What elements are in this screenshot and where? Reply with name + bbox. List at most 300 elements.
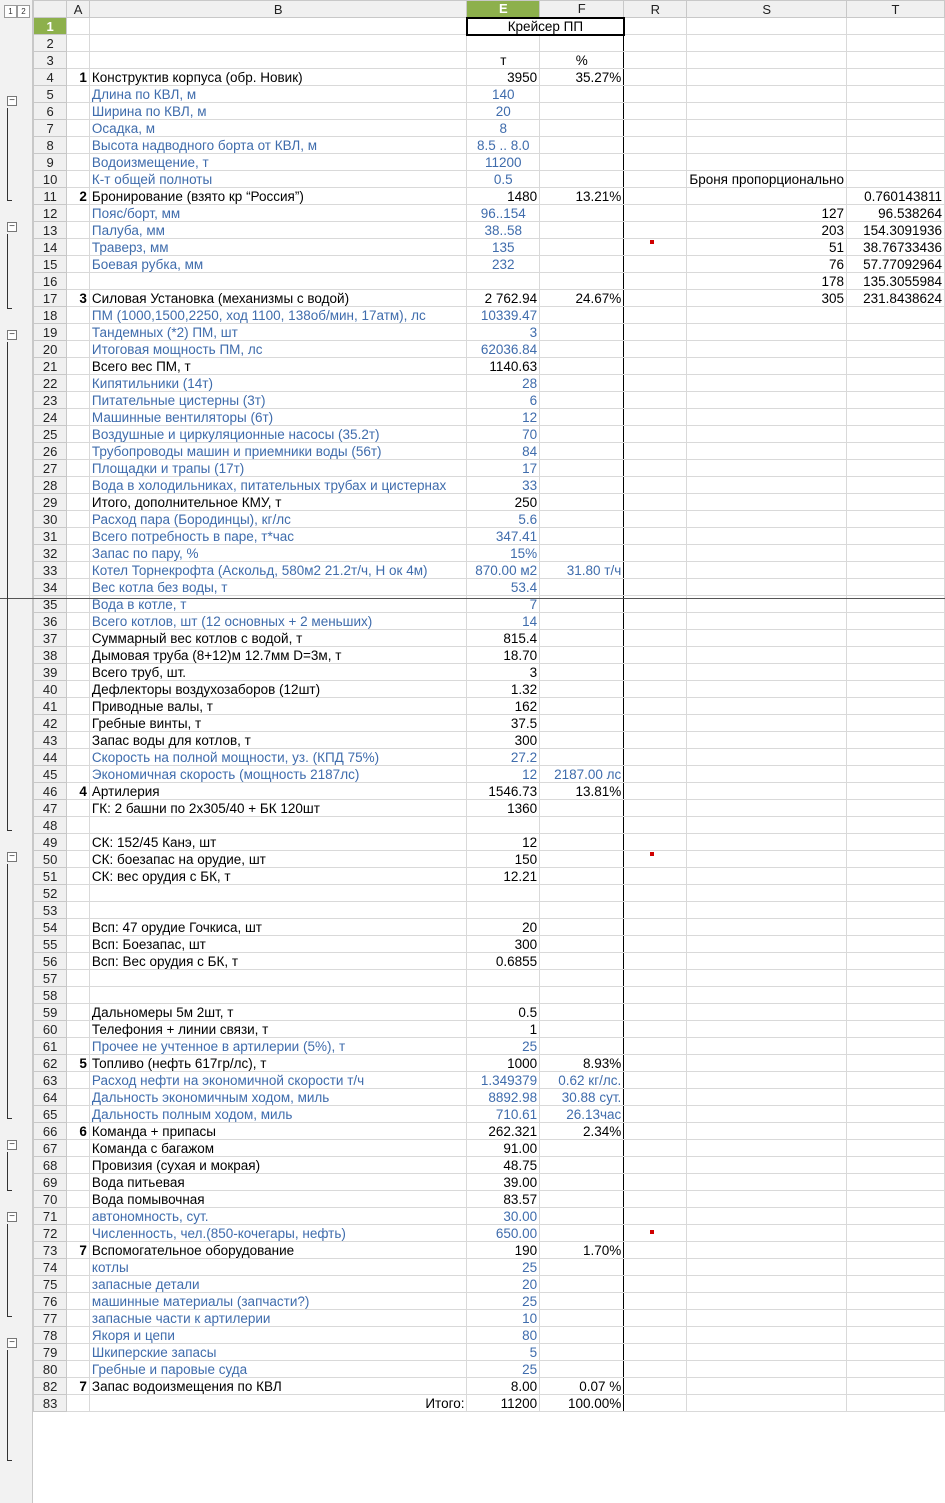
cell-t[interactable]	[847, 52, 945, 69]
cell-f[interactable]	[540, 579, 624, 596]
cell-b[interactable]: Итоговая мощность ПМ, лс	[89, 341, 467, 358]
row-header[interactable]: 76	[34, 1293, 67, 1310]
cell-r[interactable]	[624, 902, 687, 919]
cell-a[interactable]	[67, 1157, 90, 1174]
cell-b[interactable]: Траверз, мм	[89, 239, 467, 256]
cell-e[interactable]: 1480	[467, 188, 540, 205]
cell-r[interactable]	[624, 18, 687, 35]
cell-a[interactable]	[67, 613, 90, 630]
cell-s[interactable]	[687, 766, 847, 783]
cell-f[interactable]	[540, 1140, 624, 1157]
row-header[interactable]: 37	[34, 630, 67, 647]
cell-r[interactable]	[624, 188, 687, 205]
cell-b[interactable]: Дальномеры 5м 2шт, т	[89, 1004, 467, 1021]
cell-t[interactable]	[847, 664, 945, 681]
cell-e[interactable]: 27.2	[467, 749, 540, 766]
cell-e[interactable]: 650.00	[467, 1225, 540, 1242]
cell-s[interactable]	[687, 120, 847, 137]
cell-e[interactable]: 1	[467, 1021, 540, 1038]
cell-a[interactable]	[67, 562, 90, 579]
cell-s[interactable]: 203	[687, 222, 847, 239]
cell-e[interactable]: 38..58	[467, 222, 540, 239]
cell-f[interactable]: 13.81%	[540, 783, 624, 800]
cell-s[interactable]	[687, 1123, 847, 1140]
collapse-group-button[interactable]: −	[7, 96, 17, 106]
cell-e[interactable]: 710.61	[467, 1106, 540, 1123]
cell-r[interactable]	[624, 749, 687, 766]
cell-e[interactable]: 25	[467, 1293, 540, 1310]
cell-s[interactable]	[687, 1089, 847, 1106]
cell-b[interactable]: Вода помывочная	[89, 1191, 467, 1208]
cell-b[interactable]: Всп: Боезапас, шт	[89, 936, 467, 953]
cell-s[interactable]	[687, 562, 847, 579]
cell-s[interactable]	[687, 460, 847, 477]
cell-e[interactable]: 20	[467, 103, 540, 120]
cell-e[interactable]: 14	[467, 613, 540, 630]
cell-f[interactable]	[540, 35, 624, 52]
cell-f[interactable]	[540, 987, 624, 1004]
cell-r[interactable]	[624, 1072, 687, 1089]
cell-a[interactable]	[67, 987, 90, 1004]
cell-a[interactable]	[67, 1089, 90, 1106]
cell-r[interactable]	[624, 392, 687, 409]
cell-r[interactable]	[624, 256, 687, 273]
cell-t[interactable]	[847, 511, 945, 528]
cell-r[interactable]	[624, 1225, 687, 1242]
cell-t[interactable]	[847, 375, 945, 392]
row-header[interactable]: 30	[34, 511, 67, 528]
cell-a[interactable]	[67, 426, 90, 443]
cell-t[interactable]	[847, 1106, 945, 1123]
cell-t[interactable]	[847, 1395, 945, 1412]
cell-b[interactable]: Численность, чел.(850-кочегары, нефть)	[89, 1225, 467, 1242]
row-header[interactable]: 6	[34, 103, 67, 120]
cell-b[interactable]: Команда + припасы	[89, 1123, 467, 1140]
cell-t[interactable]	[847, 1310, 945, 1327]
cell-s[interactable]	[687, 1242, 847, 1259]
cell-s[interactable]	[687, 1174, 847, 1191]
cell-a[interactable]	[67, 1361, 90, 1378]
cell-a[interactable]	[67, 35, 90, 52]
cell-b[interactable]: Гребные винты, т	[89, 715, 467, 732]
cell-f[interactable]	[540, 205, 624, 222]
cell-a[interactable]	[67, 868, 90, 885]
cell-f[interactable]: 0.62 кг/лс.	[540, 1072, 624, 1089]
collapse-group-button[interactable]: −	[7, 1140, 17, 1150]
cell-s[interactable]	[687, 1259, 847, 1276]
cell-e[interactable]	[467, 970, 540, 987]
cell-t[interactable]	[847, 1004, 945, 1021]
cell-b[interactable]	[89, 987, 467, 1004]
row-header[interactable]: 79	[34, 1344, 67, 1361]
cell-e[interactable]: 39.00	[467, 1174, 540, 1191]
cell-b[interactable]	[89, 970, 467, 987]
cell-s[interactable]	[687, 613, 847, 630]
cell-f[interactable]	[540, 613, 624, 630]
cell-f[interactable]	[540, 477, 624, 494]
cell-e[interactable]: 53.4	[467, 579, 540, 596]
cell-t[interactable]	[847, 630, 945, 647]
cell-r[interactable]	[624, 664, 687, 681]
cell-r[interactable]	[624, 1191, 687, 1208]
cell-r[interactable]	[624, 732, 687, 749]
cell-r[interactable]	[624, 375, 687, 392]
row-header[interactable]: 66	[34, 1123, 67, 1140]
cell-a[interactable]	[67, 953, 90, 970]
cell-b[interactable]: Котел Торнекрофта (Аскольд, 580м2 21.2т/ч, Н ок 4м)	[89, 562, 467, 579]
cell-r[interactable]	[624, 137, 687, 154]
cell-s[interactable]	[687, 1310, 847, 1327]
cell-t[interactable]	[847, 1123, 945, 1140]
cell-e[interactable]: 80	[467, 1327, 540, 1344]
row-header[interactable]: 17	[34, 290, 67, 307]
cell-f[interactable]	[540, 137, 624, 154]
cell-s[interactable]	[687, 103, 847, 120]
cell-s[interactable]: 127	[687, 205, 847, 222]
cell-f[interactable]	[540, 103, 624, 120]
row-header[interactable]: 18	[34, 307, 67, 324]
cell-s[interactable]	[687, 35, 847, 52]
cell-f[interactable]	[540, 1225, 624, 1242]
cell-r[interactable]	[624, 222, 687, 239]
cell-f[interactable]: 13.21%	[540, 188, 624, 205]
cell-b[interactable]: Экономичная скорость (мощность 2187лс)	[89, 766, 467, 783]
comment-indicator[interactable]	[650, 240, 654, 244]
cell-s[interactable]	[687, 630, 847, 647]
cell-f[interactable]	[540, 698, 624, 715]
cell-s[interactable]	[687, 494, 847, 511]
cell-e[interactable]: 62036.84	[467, 341, 540, 358]
cell-f[interactable]	[540, 1157, 624, 1174]
cell-b[interactable]: Бронирование (взято кр “Россия”)	[89, 188, 467, 205]
cell-f[interactable]	[540, 426, 624, 443]
cell-t[interactable]	[847, 1174, 945, 1191]
row-header[interactable]: 60	[34, 1021, 67, 1038]
cell-r[interactable]	[624, 409, 687, 426]
cell-a[interactable]	[67, 630, 90, 647]
cell-a[interactable]	[67, 1191, 90, 1208]
cell-t[interactable]	[847, 443, 945, 460]
cell-r[interactable]	[624, 698, 687, 715]
cell-b[interactable]: Гребные и паровые суда	[89, 1361, 467, 1378]
cell-f[interactable]: 2.34%	[540, 1123, 624, 1140]
cell-r[interactable]	[624, 630, 687, 647]
cell-t[interactable]	[847, 358, 945, 375]
cell-s[interactable]	[687, 511, 847, 528]
cell-b[interactable]: Дымовая труба (8+12)м 12.7мм D=3м, т	[89, 647, 467, 664]
cell-a[interactable]	[67, 766, 90, 783]
cell-b[interactable]: Запас по пару, %	[89, 545, 467, 562]
column-header-r[interactable]: R	[624, 1, 687, 18]
collapse-group-button[interactable]: −	[7, 852, 17, 862]
row-header[interactable]: 33	[34, 562, 67, 579]
cell-s[interactable]	[687, 579, 847, 596]
cell-f[interactable]	[540, 1276, 624, 1293]
cell-s[interactable]	[687, 834, 847, 851]
row-header[interactable]: 15	[34, 256, 67, 273]
cell-b[interactable]: Тандемных (*2) ПМ, шт	[89, 324, 467, 341]
row-header[interactable]: 58	[34, 987, 67, 1004]
cell-a[interactable]	[67, 1344, 90, 1361]
cell-f[interactable]	[540, 120, 624, 137]
cell-e[interactable]: 8	[467, 120, 540, 137]
cell-s[interactable]	[687, 1378, 847, 1395]
cell-r[interactable]	[624, 358, 687, 375]
cell-s[interactable]	[687, 817, 847, 834]
cell-a[interactable]	[67, 698, 90, 715]
cell-a[interactable]	[67, 1021, 90, 1038]
cell-t[interactable]: 0.760143811	[847, 188, 945, 205]
cell-r[interactable]	[624, 120, 687, 137]
row-header[interactable]: 55	[34, 936, 67, 953]
row-header[interactable]: 63	[34, 1072, 67, 1089]
cell-r[interactable]	[624, 154, 687, 171]
cell-b[interactable]: Конструктив корпуса (обр. Новик)	[89, 69, 467, 86]
cell-t[interactable]	[847, 35, 945, 52]
cell-f[interactable]	[540, 154, 624, 171]
cell-r[interactable]	[624, 562, 687, 579]
cell-a[interactable]	[67, 409, 90, 426]
row-header[interactable]: 72	[34, 1225, 67, 1242]
cell-b[interactable]: Кипятильники (14т)	[89, 375, 467, 392]
cell-b[interactable]	[89, 273, 467, 290]
cell-b[interactable]: запасные части к артилерии	[89, 1310, 467, 1327]
cell-e[interactable]: 135	[467, 239, 540, 256]
row-header[interactable]: 13	[34, 222, 67, 239]
row-header[interactable]: 3	[34, 52, 67, 69]
cell-a[interactable]	[67, 443, 90, 460]
cell-e[interactable]: 37.5	[467, 715, 540, 732]
cell-b[interactable]: Палуба, мм	[89, 222, 467, 239]
cell-e[interactable]: 20	[467, 1276, 540, 1293]
cell-b[interactable]: Площадки и трапы (17т)	[89, 460, 467, 477]
cell-s[interactable]	[687, 800, 847, 817]
cell-t[interactable]	[847, 392, 945, 409]
cell-b[interactable]: К-т общей полноты	[89, 171, 467, 188]
row-header[interactable]: 24	[34, 409, 67, 426]
cell-r[interactable]	[624, 1361, 687, 1378]
cell-s[interactable]	[687, 1361, 847, 1378]
cell-t[interactable]	[847, 137, 945, 154]
cell-t[interactable]	[847, 1038, 945, 1055]
cell-a[interactable]	[67, 1327, 90, 1344]
cell-t[interactable]	[847, 1327, 945, 1344]
cell-t[interactable]: 231.8438624	[847, 290, 945, 307]
cell-r[interactable]	[624, 324, 687, 341]
cell-e[interactable]: 30.00	[467, 1208, 540, 1225]
cell-a[interactable]: 1	[67, 69, 90, 86]
row-header[interactable]: 40	[34, 681, 67, 698]
cell-t[interactable]	[847, 426, 945, 443]
cell-b[interactable]: Запас водоизмещения по КВЛ	[89, 1378, 467, 1395]
cell-f[interactable]	[540, 256, 624, 273]
cell-f[interactable]	[540, 630, 624, 647]
column-header-s[interactable]: S	[687, 1, 847, 18]
cell-a[interactable]	[67, 341, 90, 358]
cell-a[interactable]	[67, 511, 90, 528]
cell-f[interactable]	[540, 222, 624, 239]
cell-r[interactable]	[624, 1021, 687, 1038]
cell-e[interactable]: 10339.47	[467, 307, 540, 324]
row-header[interactable]: 29	[34, 494, 67, 511]
cell-b[interactable]: Пояс/борт, мм	[89, 205, 467, 222]
cell-e[interactable]: 25	[467, 1038, 540, 1055]
cell-a[interactable]	[67, 205, 90, 222]
cell-s[interactable]	[687, 392, 847, 409]
cell-r[interactable]	[624, 1089, 687, 1106]
cell-f[interactable]	[540, 1259, 624, 1276]
cell-r[interactable]	[624, 443, 687, 460]
cell-a[interactable]	[67, 1004, 90, 1021]
column-header-t[interactable]: T	[847, 1, 945, 18]
cell-e[interactable]: 70	[467, 426, 540, 443]
cell-s[interactable]	[687, 919, 847, 936]
cell-e[interactable]	[467, 902, 540, 919]
row-header[interactable]: 4	[34, 69, 67, 86]
corner-cell[interactable]	[34, 1, 67, 18]
cell-a[interactable]	[67, 1310, 90, 1327]
cell-a[interactable]	[67, 1276, 90, 1293]
cell-t[interactable]	[847, 545, 945, 562]
cell-e[interactable]	[467, 273, 540, 290]
cell-t[interactable]	[847, 936, 945, 953]
collapse-group-button[interactable]: −	[7, 1212, 17, 1222]
cell-a[interactable]	[67, 1038, 90, 1055]
cell-a[interactable]	[67, 902, 90, 919]
cell-b[interactable]: машинные материалы (запчасти?)	[89, 1293, 467, 1310]
cell-f[interactable]	[540, 358, 624, 375]
cell-e[interactable]: 96..154	[467, 205, 540, 222]
row-header[interactable]: 41	[34, 698, 67, 715]
cell-a[interactable]	[67, 817, 90, 834]
cell-t[interactable]	[847, 783, 945, 800]
cell-b[interactable]: Питательные цистерны (3т)	[89, 392, 467, 409]
cell-s[interactable]	[687, 86, 847, 103]
cell-f[interactable]: 26.13час	[540, 1106, 624, 1123]
cell-b[interactable]: запасные детали	[89, 1276, 467, 1293]
cell-a[interactable]	[67, 800, 90, 817]
cell-f[interactable]	[540, 834, 624, 851]
cell-e[interactable]: 48.75	[467, 1157, 540, 1174]
cell-r[interactable]	[624, 1174, 687, 1191]
cell-a[interactable]	[67, 579, 90, 596]
cell-b[interactable]: Дефлекторы воздухозаборов (12шт)	[89, 681, 467, 698]
cell-s[interactable]	[687, 324, 847, 341]
row-header[interactable]: 35	[34, 596, 67, 613]
row-header[interactable]: 78	[34, 1327, 67, 1344]
cell-f[interactable]	[540, 970, 624, 987]
cell-t[interactable]	[847, 409, 945, 426]
cell-r[interactable]	[624, 885, 687, 902]
cell-a[interactable]	[67, 18, 90, 35]
cell-f[interactable]	[540, 324, 624, 341]
cell-e[interactable]: 250	[467, 494, 540, 511]
cell-r[interactable]	[624, 834, 687, 851]
cell-e[interactable]: 83.57	[467, 1191, 540, 1208]
row-header[interactable]: 61	[34, 1038, 67, 1055]
cell-s[interactable]	[687, 664, 847, 681]
cell-a[interactable]	[67, 477, 90, 494]
cell-b[interactable]: Приводные валы, т	[89, 698, 467, 715]
cell-f[interactable]	[540, 732, 624, 749]
cell-b[interactable]	[89, 18, 467, 35]
cell-r[interactable]	[624, 1038, 687, 1055]
cell-e[interactable]: 8.00	[467, 1378, 540, 1395]
row-header[interactable]: 52	[34, 885, 67, 902]
cell-e[interactable]: 3	[467, 664, 540, 681]
cell-b[interactable]: Шкиперские запасы	[89, 1344, 467, 1361]
row-header[interactable]: 25	[34, 426, 67, 443]
cell-b[interactable]: Команда с багажом	[89, 1140, 467, 1157]
cell-s[interactable]	[687, 953, 847, 970]
cell-t[interactable]	[847, 647, 945, 664]
cell-r[interactable]	[624, 851, 687, 868]
row-header[interactable]: 26	[34, 443, 67, 460]
cell-r[interactable]	[624, 970, 687, 987]
cell-r[interactable]	[624, 341, 687, 358]
cell-s[interactable]	[687, 1157, 847, 1174]
row-header[interactable]: 42	[34, 715, 67, 732]
cell-t[interactable]	[847, 1208, 945, 1225]
cell-f[interactable]	[540, 1004, 624, 1021]
cell-t[interactable]	[847, 154, 945, 171]
cell-r[interactable]	[624, 1310, 687, 1327]
cell-s[interactable]	[687, 987, 847, 1004]
cell-e[interactable]: 815.4	[467, 630, 540, 647]
row-header[interactable]: 82	[34, 1378, 67, 1395]
row-header[interactable]: 31	[34, 528, 67, 545]
cell-t[interactable]	[847, 953, 945, 970]
cell-e[interactable]: 8.5 .. 8.0	[467, 137, 540, 154]
cell-r[interactable]	[624, 426, 687, 443]
cell-b[interactable]: Расход нефти на экономичной скорости т/ч	[89, 1072, 467, 1089]
cell-e[interactable]: 15%	[467, 545, 540, 562]
cell-a[interactable]	[67, 239, 90, 256]
cell-r[interactable]	[624, 1157, 687, 1174]
cell-e[interactable]: т	[467, 52, 540, 69]
row-header[interactable]: 5	[34, 86, 67, 103]
cell-r[interactable]	[624, 528, 687, 545]
cell-r[interactable]	[624, 205, 687, 222]
cell-r[interactable]	[624, 1140, 687, 1157]
cell-b[interactable]: Вода в котле, т	[89, 596, 467, 613]
cell-f[interactable]	[540, 1293, 624, 1310]
cell-b[interactable]: Запас воды для котлов, т	[89, 732, 467, 749]
row-header[interactable]: 51	[34, 868, 67, 885]
cell-t[interactable]	[847, 800, 945, 817]
cell-a[interactable]	[67, 324, 90, 341]
cell-a[interactable]	[67, 307, 90, 324]
cell-s[interactable]	[687, 1021, 847, 1038]
cell-e[interactable]: 232	[467, 256, 540, 273]
row-header[interactable]: 1	[34, 18, 67, 35]
cell-r[interactable]	[624, 460, 687, 477]
cell-t[interactable]	[847, 1259, 945, 1276]
row-header[interactable]: 49	[34, 834, 67, 851]
cell-f[interactable]	[540, 1174, 624, 1191]
cell-t[interactable]	[847, 171, 945, 188]
cell-e[interactable]: 5.6	[467, 511, 540, 528]
cell-b[interactable]: Ширина по КВЛ, м	[89, 103, 467, 120]
cell-f[interactable]	[540, 545, 624, 562]
cell-b[interactable]: котлы	[89, 1259, 467, 1276]
cell-a[interactable]	[67, 137, 90, 154]
cell-e[interactable]: 91.00	[467, 1140, 540, 1157]
cell-a[interactable]	[67, 545, 90, 562]
cell-e[interactable]: 7	[467, 596, 540, 613]
cell-r[interactable]	[624, 613, 687, 630]
row-header[interactable]: 48	[34, 817, 67, 834]
